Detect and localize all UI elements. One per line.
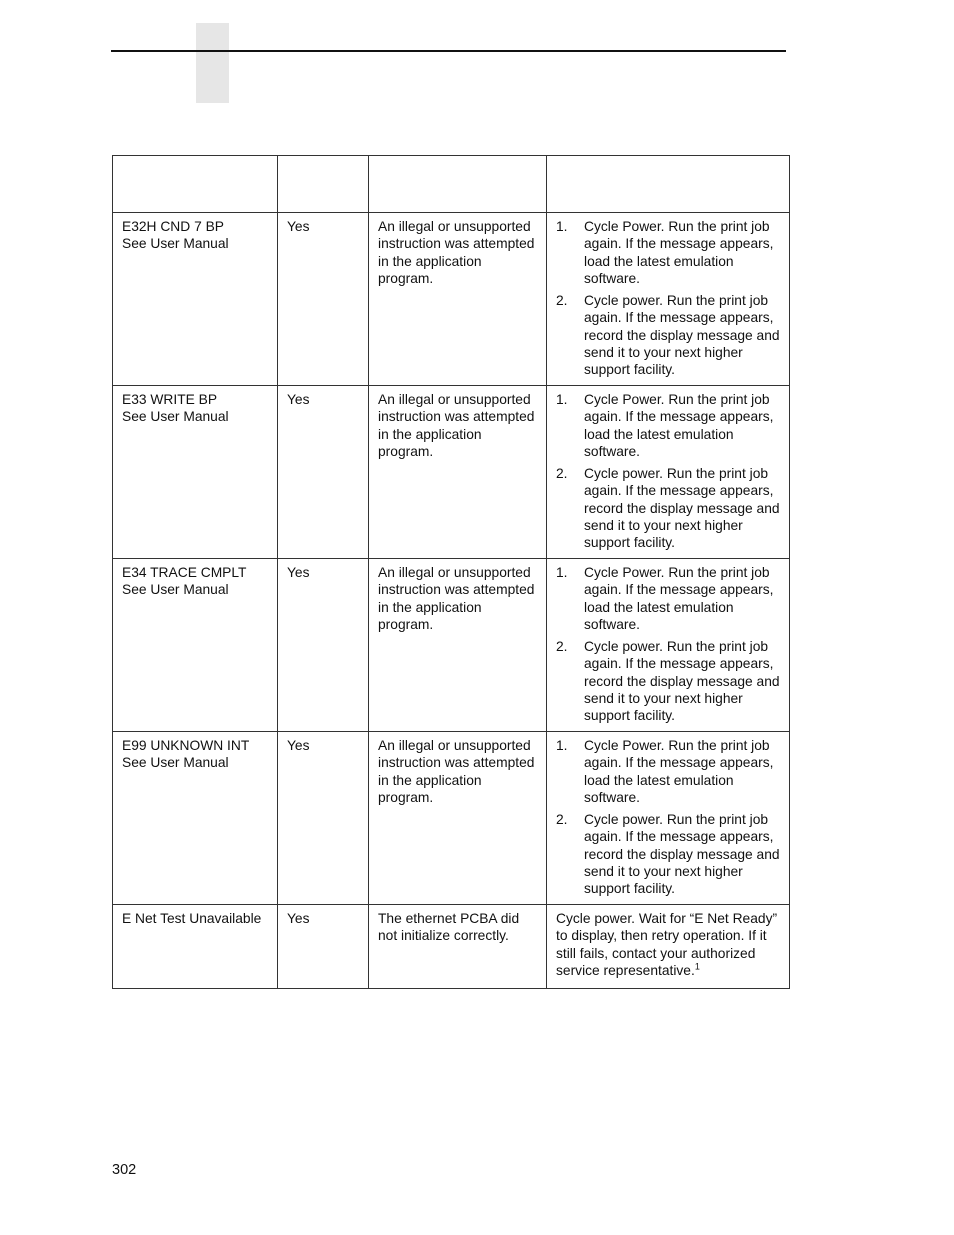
solution-step: [556, 218, 781, 287]
solution-cell: [547, 559, 790, 732]
table-header-row: [113, 156, 790, 213]
message-cell: [113, 386, 278, 559]
step-number: 2.: [556, 293, 568, 309]
explanation-cell: An illegal or unsupported instruction was attempted in the application program.: [369, 386, 547, 559]
display-cell: Yes: [278, 213, 369, 386]
step-text: Cycle power. Run the print job again. If the message appears, record the display message and send it to your next higher support facility.: [584, 293, 780, 378]
solution-cell: [547, 905, 790, 989]
table-row: [113, 559, 790, 732]
message-note: See User Manual: [122, 755, 229, 771]
solution-text: Cycle power. Wait for “E Net Ready” to display, then retry operation. If it still fails, contact your authorized service representative.: [556, 911, 778, 978]
message-cell: [113, 732, 278, 905]
explanation-cell: An illegal or unsupported instruction was attempted in the application program.: [369, 559, 547, 732]
step-text: Cycle Power. Run the print job again. If the message appears, load the latest emulation software.: [584, 219, 774, 286]
solution-step: [556, 811, 781, 897]
display-cell: Yes: [278, 905, 369, 989]
table-row: [113, 213, 790, 386]
solution-steps: [556, 564, 781, 725]
explanation-cell: An illegal or unsupported instruction was attempted in the application program.: [369, 213, 547, 386]
step-text: Cycle power. Run the print job again. If the message appears, record the display message and send it to your next higher support facility.: [584, 812, 780, 897]
message-code: E32H CND 7 BP: [122, 219, 224, 234]
display-cell: Yes: [278, 559, 369, 732]
message-cell: [113, 213, 278, 386]
step-number: 1.: [556, 392, 568, 407]
step-text: Cycle power. Run the print job again. If the message appears, record the display message and send it to your next higher support facility.: [584, 639, 780, 724]
page-number: 302: [112, 1162, 137, 1178]
step-number: 1.: [556, 219, 568, 234]
step-text: Cycle power. Run the print job again. If the message appears, record the display message and send it to your next higher support facility.: [584, 466, 780, 551]
step-text: Cycle Power. Run the print job again. If the message appears, load the latest emulation software.: [584, 565, 774, 632]
solution-cell: [547, 732, 790, 905]
header-message: [113, 156, 278, 213]
message-code: E33 WRITE BP: [122, 392, 218, 407]
footnote-marker: 1: [694, 961, 700, 972]
solution-steps: [556, 737, 781, 898]
table-row: [113, 386, 790, 559]
message-code: E34 TRACE CMPLT: [122, 565, 247, 580]
explanation-cell: The ethernet PCBA did not initialize correctly.: [369, 905, 547, 989]
message-code: E Net Test Unavailable: [122, 911, 262, 926]
solution-step: [556, 391, 781, 460]
solution-steps: [556, 391, 781, 552]
step-text: Cycle Power. Run the print job again. If the message appears, load the latest emulation software.: [584, 738, 774, 805]
solution-cell: [547, 386, 790, 559]
message-cell: [113, 905, 278, 989]
step-number: 2.: [556, 812, 568, 828]
chapter-tab: [196, 23, 229, 103]
message-table: [112, 155, 790, 989]
solution-cell: [547, 213, 790, 386]
message-note: See User Manual: [122, 236, 229, 252]
display-cell: Yes: [278, 386, 369, 559]
table-row: [113, 732, 790, 905]
explanation-cell: An illegal or unsupported instruction was attempted in the application program.: [369, 732, 547, 905]
step-number: 2.: [556, 466, 568, 482]
step-number: 1.: [556, 738, 568, 753]
header-solution: [547, 156, 790, 213]
message-note: See User Manual: [122, 409, 229, 425]
message-code: E99 UNKNOWN INT: [122, 738, 250, 753]
solution-steps: [556, 218, 781, 379]
step-number: 2.: [556, 639, 568, 655]
solution-step: [556, 292, 781, 378]
step-number: 1.: [556, 565, 568, 580]
solution-step: [556, 465, 781, 551]
solution-step: [556, 564, 781, 633]
header-explanation: [369, 156, 547, 213]
step-text: Cycle Power. Run the print job again. If the message appears, load the latest emulation software.: [584, 392, 774, 459]
display-cell: Yes: [278, 732, 369, 905]
header-rule: [111, 50, 786, 52]
table-row: [113, 905, 790, 989]
solution-step: [556, 737, 781, 806]
header-display: [278, 156, 369, 213]
message-cell: [113, 559, 278, 732]
message-note: See User Manual: [122, 582, 229, 598]
solution-step: [556, 638, 781, 724]
